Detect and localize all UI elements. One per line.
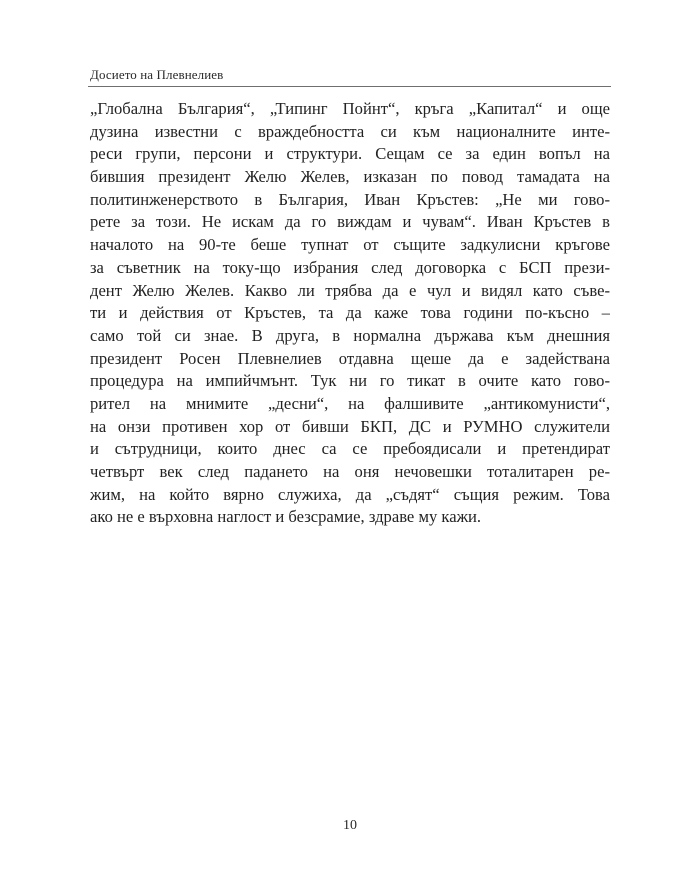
text-line-last: ако не е върховна наглост и безсрамие, здраве му кажи. xyxy=(90,507,482,527)
text-line: рител на мнимите „десни“, на фалшивите „антикомунисти“, xyxy=(90,393,610,413)
text-line: четвърт век след падането на оня нечовешки тоталитарен ре- xyxy=(90,462,610,481)
text-line: жим, на който вярно служиха, да „съдят“ същия режим. Това xyxy=(90,484,610,504)
text-line: президент Росен Плевнелиев отдавна щеше да е задействана xyxy=(90,348,610,368)
text-line: на онзи противен хор от бивши БКП, ДС и РУМНО служители xyxy=(90,416,610,436)
text-line: политинженерството в България, Иван Кръстев: „Не ми гово- xyxy=(90,189,610,209)
text-line: рете за този. Не искам да го виждам и чувам“. Иван Кръстев в xyxy=(90,212,610,232)
body-paragraph xyxy=(90,98,610,529)
text-line: „Глобална България“, „Типинг Пойнт“, кръга „Капитал“ и още xyxy=(90,99,610,118)
header-rule xyxy=(88,86,611,87)
text-line: процедура на импийчмънт. Тук ни го тикат в очите като гово- xyxy=(90,371,610,391)
text-line: началото на 90-те беше тупнат от същите задкулисни кръгове xyxy=(90,235,610,255)
text-line: ти и действия от Кръстев, та да каже това години по-късно – xyxy=(90,303,610,323)
text-line: и сътрудници, които днес са се пребоядисали и претендират xyxy=(90,439,610,459)
text-line: дузина известни с враждебността си към националните инте- xyxy=(90,121,610,141)
text-line: само той си знае. В друга, в нормална държава към днешния xyxy=(90,325,610,345)
running-header-title: Досието на Плевнелиев xyxy=(90,67,224,82)
text-line: дент Желю Желев. Какво ли трябва да е чул и видял като съве- xyxy=(90,280,610,300)
text-line: за съветник на току-що избрания след договорка с БСП прези- xyxy=(90,257,610,277)
text-line: бившия президент Желю Желев, изказан по повод тамадата на xyxy=(90,167,610,187)
text-line: реси групи, персони и структури. Сещам се за един вопъл на xyxy=(90,144,610,164)
page-number: 10 xyxy=(343,818,357,833)
